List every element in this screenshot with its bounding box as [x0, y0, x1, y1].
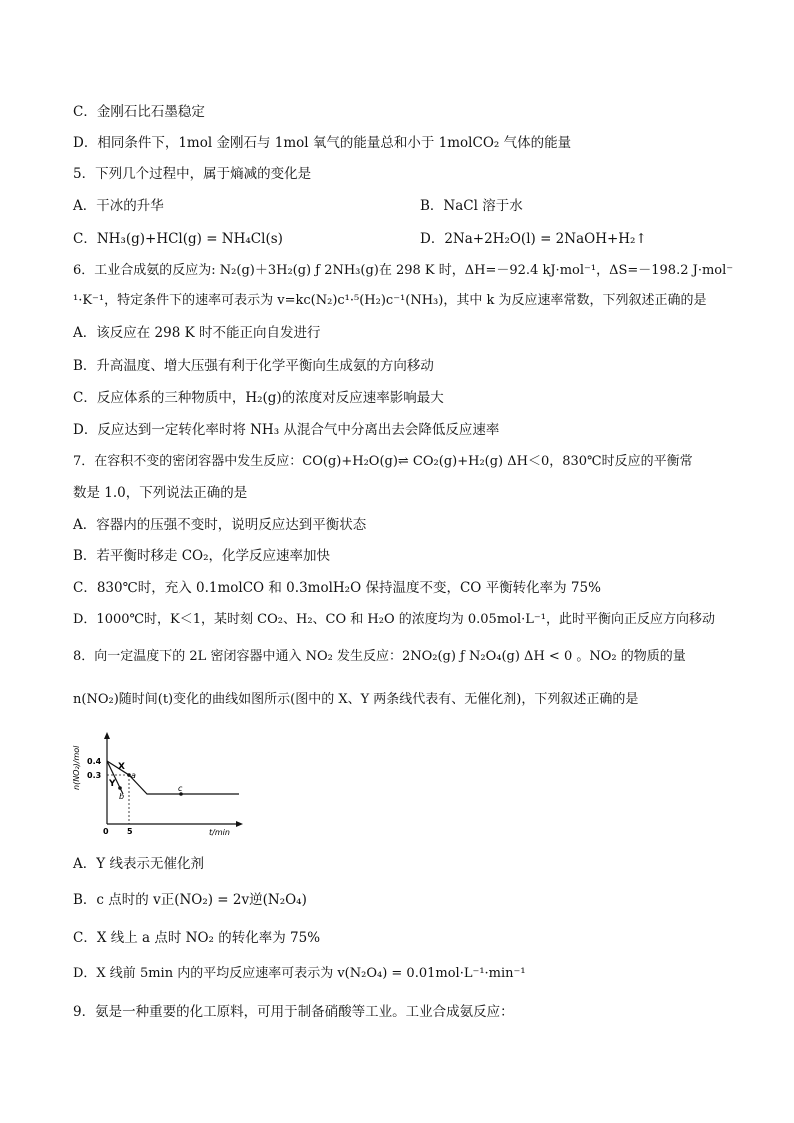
y-tick-0-3: 0.3	[87, 771, 102, 780]
label-x: X	[118, 762, 125, 772]
q5-options-row-2	[73, 230, 647, 248]
q7-option-d: D．1000℃时，K＜1，某时刻 CO₂、H₂、CO 和 H₂O 的浓度均为 0.05mol·L⁻¹，此时平衡向正反应方向移动	[73, 612, 715, 627]
label-b: b	[119, 792, 125, 801]
q5-option-d: D．2Na+2H₂O(l) = 2NaOH+H₂↑	[420, 231, 647, 247]
q7-option-a: A．容器内的压强不变时，说明反应达到平衡状态	[73, 517, 367, 533]
point-b	[118, 786, 122, 790]
q4-option-d: D．相同条件下，1mol 金刚石与 1mol 氧气的能量总和小于 1molCO₂ 气体的能量	[73, 135, 572, 151]
q6-option-c: C．反应体系的三种物质中，H₂(g)的浓度对反应速率影响最大	[73, 390, 444, 406]
q7-option-b: B．若平衡时移走 CO₂，化学反应速率加快	[73, 548, 331, 564]
label-y: Y	[109, 779, 116, 789]
y-tick-0-4: 0.4	[87, 757, 102, 766]
q7-option-c: C．830℃时，充入 0.1molCO 和 0.3molH₂O 保持温度不变，CO 平衡转化率为 75%	[73, 580, 601, 596]
q5-options-row-1	[73, 197, 523, 215]
y-axis-label: n(NO₂)/mol	[72, 745, 81, 790]
q8-option-a: A．Y 线表示无催化剂	[73, 856, 204, 872]
q6-option-b: B．升高温度、增大压强有利于化学平衡向生成氨的方向移动	[73, 358, 434, 374]
q4-option-c: C．金刚石比石墨稳定	[73, 104, 205, 120]
question-6-line-1: 6．工业合成氨的反应为: N₂(g)＋3H₂(g) ƒ 2NH₃(g)在 298 K 时，ΔH=－92.4 kJ·mol⁻¹，ΔS=－198.2 J·mol⁻	[73, 263, 734, 278]
question-5: 5．下列几个过程中，属于熵减的变化是	[73, 166, 312, 182]
q8-option-c: C．X 线上 a 点时 NO₂ 的转化率为 75%	[73, 930, 321, 946]
question-8-line-2: n(NO₂)随时间(t)变化的曲线如图所示(图中的 X、Y 两条线代表有、无催化剂)，下列叙述正确的是	[73, 692, 639, 707]
no2-time-graph	[73, 728, 243, 838]
question-6-line-2: ¹·K⁻¹，特定条件下的速率可表示为 v=kc(N₂)c¹·⁵(H₂)c⁻¹(NH₃)，其中 k 为反应速率常数，下列叙述正确的是	[73, 293, 707, 308]
question-7-line-1: 7．在容积不变的密闭容器中发生反应：CO(g)+H₂O(g)⇌ CO₂(g)+H₂(g) ΔH＜0，830℃时反应的平衡常	[73, 454, 693, 469]
q6-option-d: D．反应达到一定转化率时将 NH₃ 从混合气中分离出去会降低反应速率	[73, 422, 500, 438]
q5-option-a: A．干冰的升华	[73, 198, 164, 214]
question-8-line-1: 8．向一定温度下的 2L 密闭容器中通入 NO₂ 发生反应：2NO₂(g) ƒ N₂O₄(g) ΔH < 0 。NO₂ 的物质的量	[73, 649, 686, 664]
x-tick-0: 0	[103, 827, 109, 836]
label-a: a	[131, 771, 136, 780]
q5-option-c: C．NH₃(g)+HCl(g) = NH₄Cl(s)	[73, 231, 283, 247]
q8-option-d: D．X 线前 5min 内的平均反应速率可表示为 v(N₂O₄) = 0.01mol·L⁻¹·min⁻¹	[73, 966, 526, 981]
graph-svg	[73, 728, 243, 838]
q8-option-b: B．c 点时的 v正(NO₂) = 2v逆(N₂O₄)	[73, 892, 307, 908]
x-tick-5: 5	[127, 827, 133, 836]
x-axis-arrow	[236, 821, 243, 827]
label-c: c	[178, 784, 183, 793]
y-axis-arrow	[104, 732, 110, 739]
question-7-line-2: 数是 1.0，下列说法正确的是	[73, 485, 248, 501]
q6-option-a: A．该反应在 298 K 时不能正向自发进行	[73, 325, 321, 341]
question-9: 9．氨是一种重要的化工原料，可用于制备硝酸等工业。工业合成氨反应：	[73, 1004, 514, 1020]
curve-x	[107, 761, 239, 794]
x-axis-label: t/min	[209, 828, 230, 837]
q5-option-b: B．NaCl 溶于水	[420, 198, 523, 214]
